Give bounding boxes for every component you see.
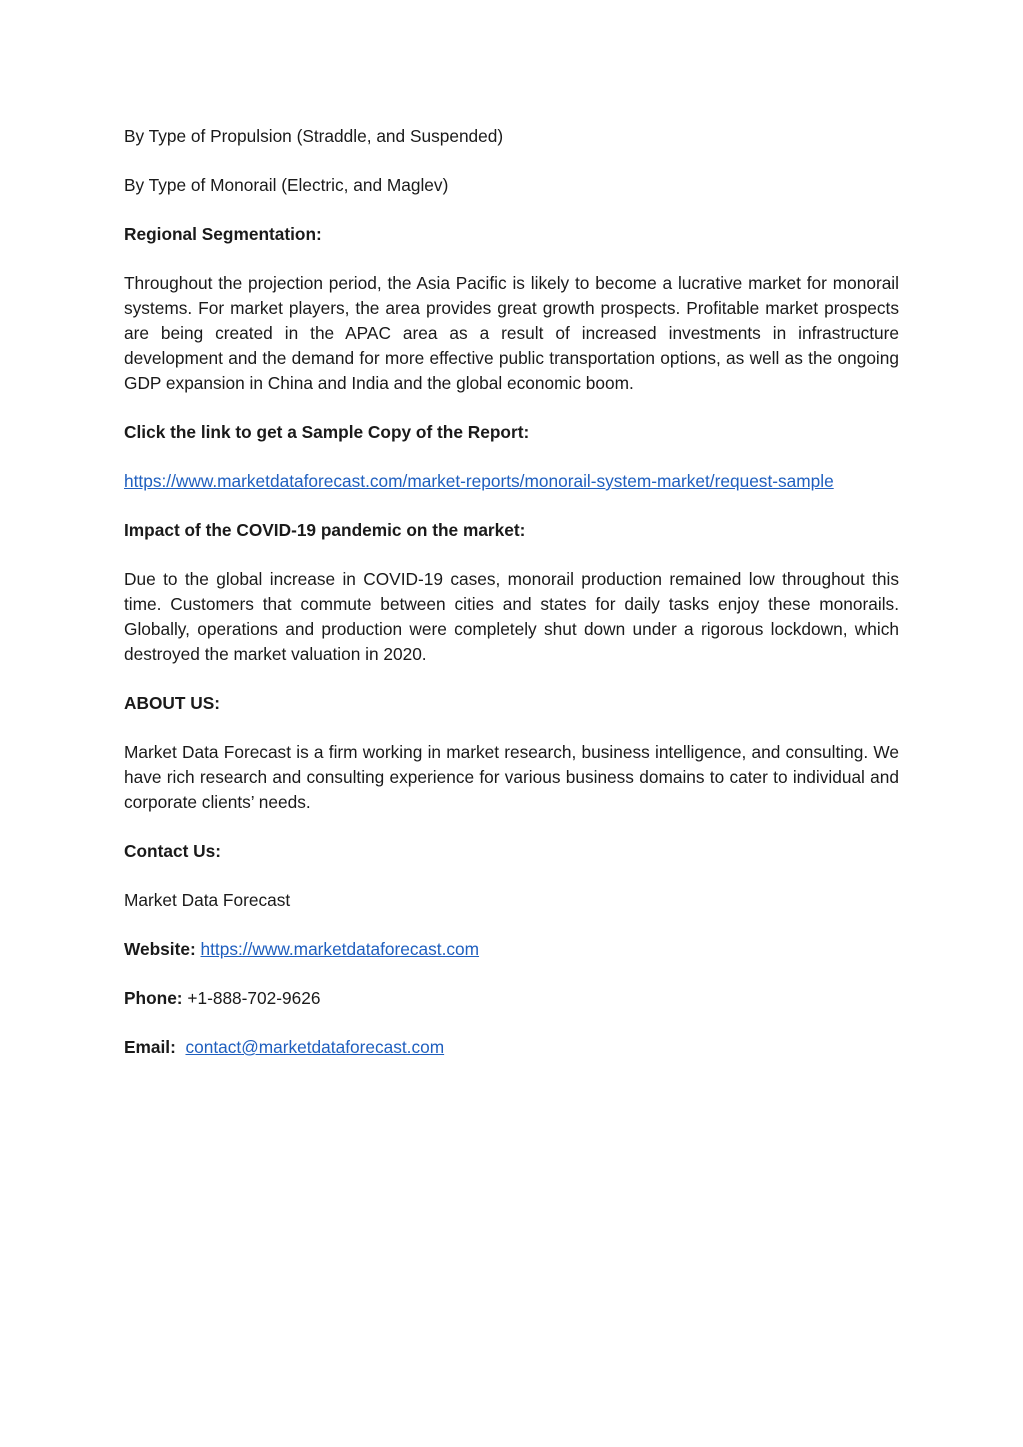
website-line <box>124 937 899 962</box>
covid-heading: Impact of the COVID-19 pandemic on the market: <box>124 520 526 540</box>
email-label: Email: <box>124 1037 176 1057</box>
phone-label: Phone: <box>124 988 183 1008</box>
company-name: Market Data Forecast <box>124 890 291 910</box>
sample-heading: Click the link to get a Sample Copy of the Report: <box>124 422 530 442</box>
sample-link[interactable]: https://www.marketdataforecast.com/market-reports/monorail-system-market/request-sample <box>124 471 834 491</box>
sample-link-paragraph <box>124 469 899 494</box>
email-line <box>124 1035 899 1060</box>
propulsion-segment-line: By Type of Propulsion (Straddle, and Suspended) <box>124 126 504 146</box>
about-heading: ABOUT US: <box>124 693 221 713</box>
email-link[interactable]: contact@marketdataforecast.com <box>185 1037 445 1057</box>
website-label: Website: <box>124 939 196 959</box>
website-link[interactable]: https://www.marketdataforecast.com <box>200 939 480 959</box>
phone-line <box>124 986 899 1011</box>
phone-value: +1-888-702-9626 <box>187 988 321 1008</box>
monorail-segment-line: By Type of Monorail (Electric, and Maglev) <box>124 175 449 195</box>
about-paragraph: Market Data Forecast is a firm working in market research, business intelligence, and consulting. We have rich research and consulting experience for various business domains to cater to individual and corporate clients’ needs. <box>124 742 899 812</box>
regional-paragraph: Throughout the projection period, the Asia Pacific is likely to become a lucrative market for monorail systems. For market players, the area provides great growth prospects. Profitable market prospects are being created in the APAC area as a result of increased investments in infrastructure development and the demand for more effective public transportation options, as well as the ongoing GDP expansion in China and India and the global economic boom. <box>124 273 899 393</box>
contact-heading: Contact Us: <box>124 841 221 861</box>
covid-paragraph: Due to the global increase in COVID-19 cases, monorail production remained low throughout this time. Customers that commute between cities and states for daily tasks enjoy these monorails. Globally, operations and production were completely shut down under a rigorous lockdown, which destroyed the market valuation in 2020. <box>124 569 899 664</box>
regional-heading: Regional Segmentation: <box>124 224 322 244</box>
